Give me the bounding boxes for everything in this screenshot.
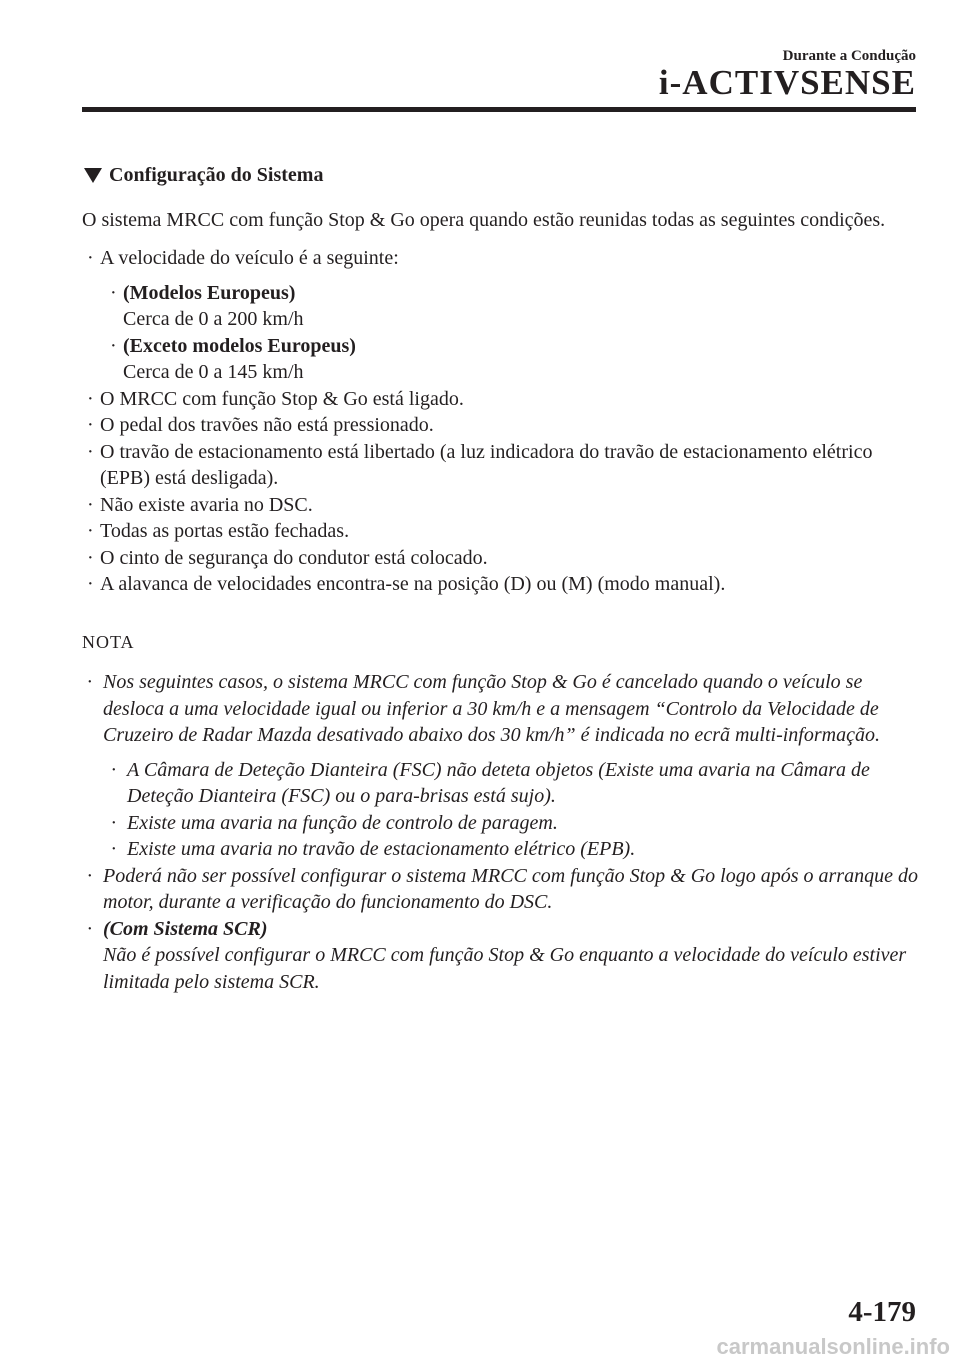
condition-text: O cinto de segurança do condutor está colocado. (100, 546, 488, 569)
chapter-title: Durante a Condução (782, 48, 916, 64)
speed-other-head: (Exceto modelos Europeus) (123, 334, 356, 357)
condition-text: Não existe avaria no DSC. (100, 493, 313, 516)
note-case-text: Existe uma avaria no travão de estacionamento elétrico (EPB). (127, 838, 636, 860)
speed-europe-head: (Modelos Europeus) (123, 281, 296, 304)
list-item (82, 571, 918, 598)
list-item (82, 518, 918, 545)
list-item (106, 810, 918, 837)
bullet-icon: · (87, 671, 92, 693)
list-item (82, 669, 918, 749)
speed-europe-value: Cerca de 0 a 200 km/h (123, 308, 304, 330)
watermark: carmanualsonline.info (716, 1334, 950, 1359)
intro-paragraph: O sistema MRCC com função Stop & Go opera quando estão reunidas todas as seguintes condições. (82, 208, 886, 231)
bullet-icon: · (87, 387, 94, 410)
list-item (106, 757, 918, 810)
triangle-down-icon (84, 168, 102, 183)
condition-text: O travão de estacionamento está libertado (a luz indicadora do travão de estacionamento elétrico (EPB) está desligada). (100, 440, 873, 489)
condition-text: Todas as portas estão fechadas. (100, 520, 350, 542)
list-item (82, 245, 918, 272)
bullet-icon: · (87, 864, 92, 887)
list-item (82, 863, 918, 916)
list-item (82, 545, 918, 572)
note-scr-text: Não é possível configurar o MRCC com função Stop & Go enquanto a velocidade do veículo estiver limitada pelo sistema SCR. (103, 944, 907, 993)
bullet-icon: · (87, 917, 92, 940)
page-number: 4-179 (848, 1296, 916, 1328)
bullet-icon: · (87, 520, 94, 542)
bullet-icon: · (110, 281, 117, 304)
bullet-icon: · (111, 811, 116, 834)
bullet-icon: · (87, 546, 94, 569)
speed-other-value: Cerca de 0 a 145 km/h (123, 361, 304, 383)
note-heading: NOTA (82, 631, 135, 652)
speed-label: A velocidade do veículo é a seguinte: (100, 247, 399, 269)
list-item (82, 412, 918, 439)
section-title (82, 162, 918, 189)
note-startup-text: Poderá não ser possível configurar o sistema MRCC com função Stop & Go logo após o arranque do motor, durante a verificação do funcionamento do DSC. (103, 864, 918, 913)
bullet-icon: · (111, 838, 116, 860)
section-title-text: Configuração do Sistema (109, 164, 324, 186)
bullet-icon: · (111, 758, 116, 781)
list-item (82, 386, 918, 413)
list-item (105, 333, 918, 386)
list-item (82, 492, 918, 519)
note-cases-sublist (106, 757, 918, 863)
list-item (82, 439, 918, 492)
note-cancel-text: Nos seguintes casos, o sistema MRCC com função Stop & Go é cancelado quando o veículo se desloca a uma velocidade igual ou inferior a 30 km/h e a mensagem “Controlo da Velocidade de Cruzeiro de Radar Mazda desativado abaixo dos 30 km/h” é indicada no ecrã multi-informação. (103, 671, 880, 746)
bullet-icon: · (87, 573, 94, 595)
note-case-text: Existe uma avaria na função de controlo de paragem. (127, 811, 558, 834)
condition-text: O pedal dos travões não está pressionado. (100, 414, 434, 436)
note-block (82, 669, 918, 995)
bullet-icon: · (110, 334, 117, 357)
bullet-icon: · (87, 493, 94, 516)
condition-text: A alavanca de velocidades encontra-se na posição (D) ou (M) (modo manual). (100, 573, 726, 595)
list-item (106, 836, 918, 863)
list-item (82, 916, 918, 996)
speed-sublist (105, 280, 918, 386)
bullet-icon: · (87, 440, 94, 463)
note-scr-head: (Com Sistema SCR) (103, 917, 268, 940)
bullet-icon: · (87, 414, 94, 436)
bullet-icon: · (87, 247, 94, 269)
content-area (82, 162, 918, 995)
header-rule (82, 107, 916, 112)
condition-text: O MRCC com função Stop & Go está ligado. (100, 387, 464, 410)
list-item (105, 280, 918, 333)
section-header: i-ACTIVSENSE (658, 63, 916, 102)
note-case-text: A Câmara de Deteção Dianteira (FSC) não deteta objetos (Existe uma avaria na Câmara de Deteção Dianteira (FSC) ou o para-brisas está sujo). (127, 758, 870, 807)
